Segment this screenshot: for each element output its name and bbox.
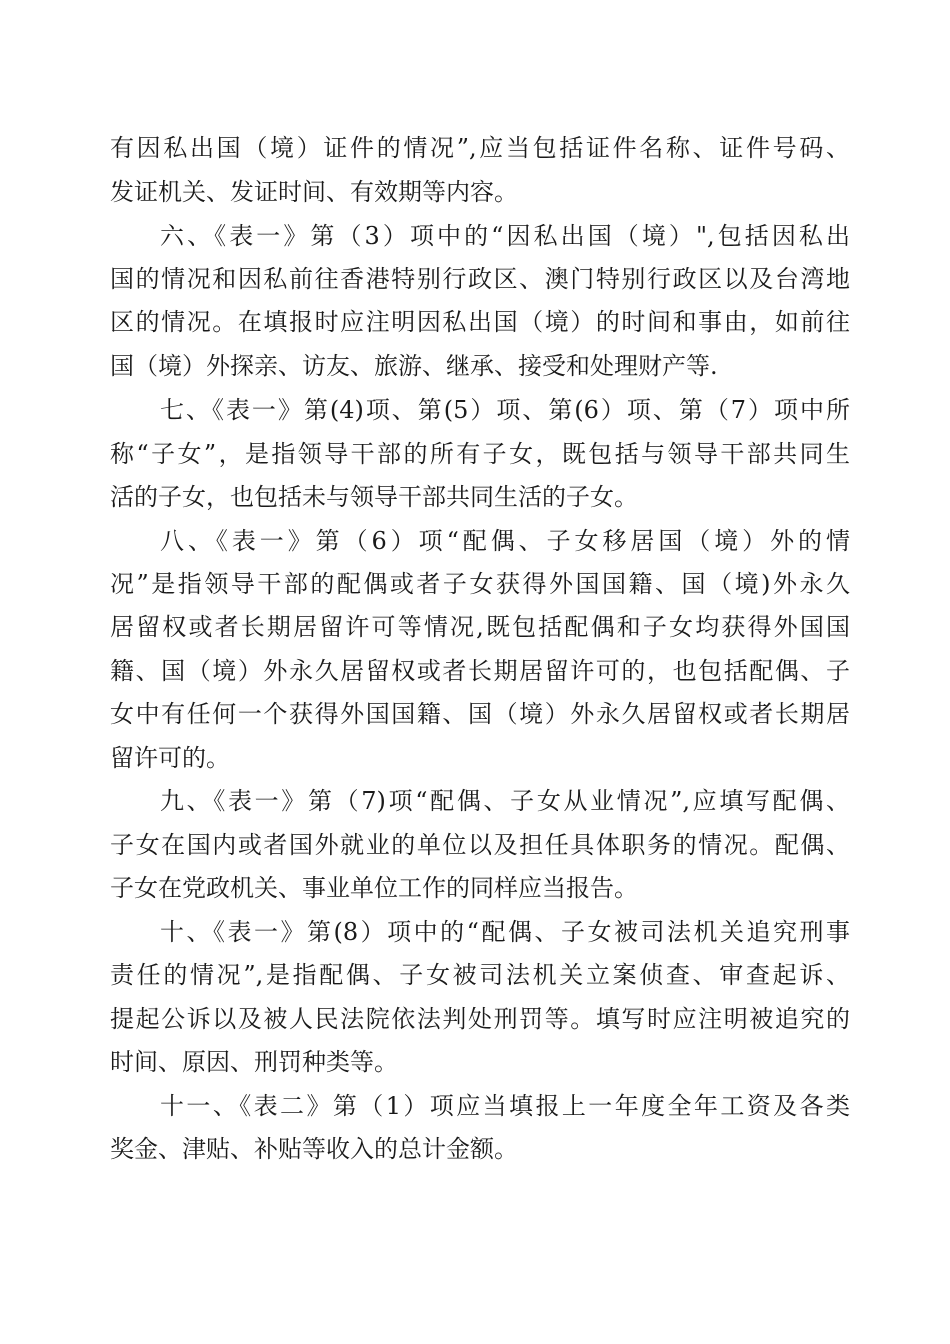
text-line: 国的情况和因私前往香港特别行政区、澳门特别行政区以及台湾地 [110,265,850,293]
text-line: 有因私出国（境）证件的情况”,应当包括证件名称、证件号码、 [110,134,850,162]
text-line: 十、《表一》第(8）项中的“配偶、子女被司法机关追究刑事 [160,918,850,946]
text-line: 责任的情况”,是指配偶、子女被司法机关立案侦查、审查起诉、 [110,961,850,989]
text-line: 留许可的。 [110,744,230,772]
text-line: 籍、国（境）外永久居留权或者长期居留许可的，也包括配偶、子 [110,657,850,685]
text-line: 六、《表一》第（3）项中的“因私出国（境）",包括因私出 [160,222,850,250]
text-line: 况”是指领导干部的配偶或者子女获得外国国籍、国（境)外永久 [110,570,850,598]
text-line: 时间、原因、刑罚种类等。 [110,1048,398,1076]
text-line: 奖金、津贴、补贴等收入的总计金额。 [110,1135,518,1163]
text-line: 子女在党政机关、事业单位工作的同样应当报告。 [110,874,638,902]
text-line: 子女在国内或者国外就业的单位以及担任具体职务的情况。配偶、 [110,831,850,859]
text-line: 提起公诉以及被人民法院依法判处刑罚等。填写时应注明被追究的 [110,1005,850,1033]
text-line: 居留权或者长期居留许可等情况,既包括配偶和子女均获得外国国 [110,613,850,641]
text-line: 十一、《表二》第（1）项应当填报上一年度全年工资及各类 [160,1092,850,1120]
text-line: 称“子女”，是指领导干部的所有子女，既包括与领导干部共同生 [110,440,850,468]
text-line: 国（境）外探亲、访友、旅游、继承、接受和处理财产等. [110,352,718,380]
text-line: 女中有任何一个获得外国国籍、国（境）外永久居留权或者长期居 [110,700,850,728]
text-line: 活的子女，也包括未与领导干部共同生活的子女。 [110,483,638,511]
text-line: 发证机关、发证时间、有效期等内容。 [110,178,518,206]
text-line: 八、《表一》第（6）项“配偶、子女移居国（境）外的情 [160,527,850,555]
text-line: 区的情况。在填报时应注明因私出国（境）的时间和事由，如前往 [110,308,850,336]
text-line: 七、《表一》第(4)项、第(5）项、第(6）项、第（7）项中所 [160,396,850,424]
text-line: 九、《表一》第（7)项“配偶、子女从业情况”,应填写配偶、 [160,787,850,815]
